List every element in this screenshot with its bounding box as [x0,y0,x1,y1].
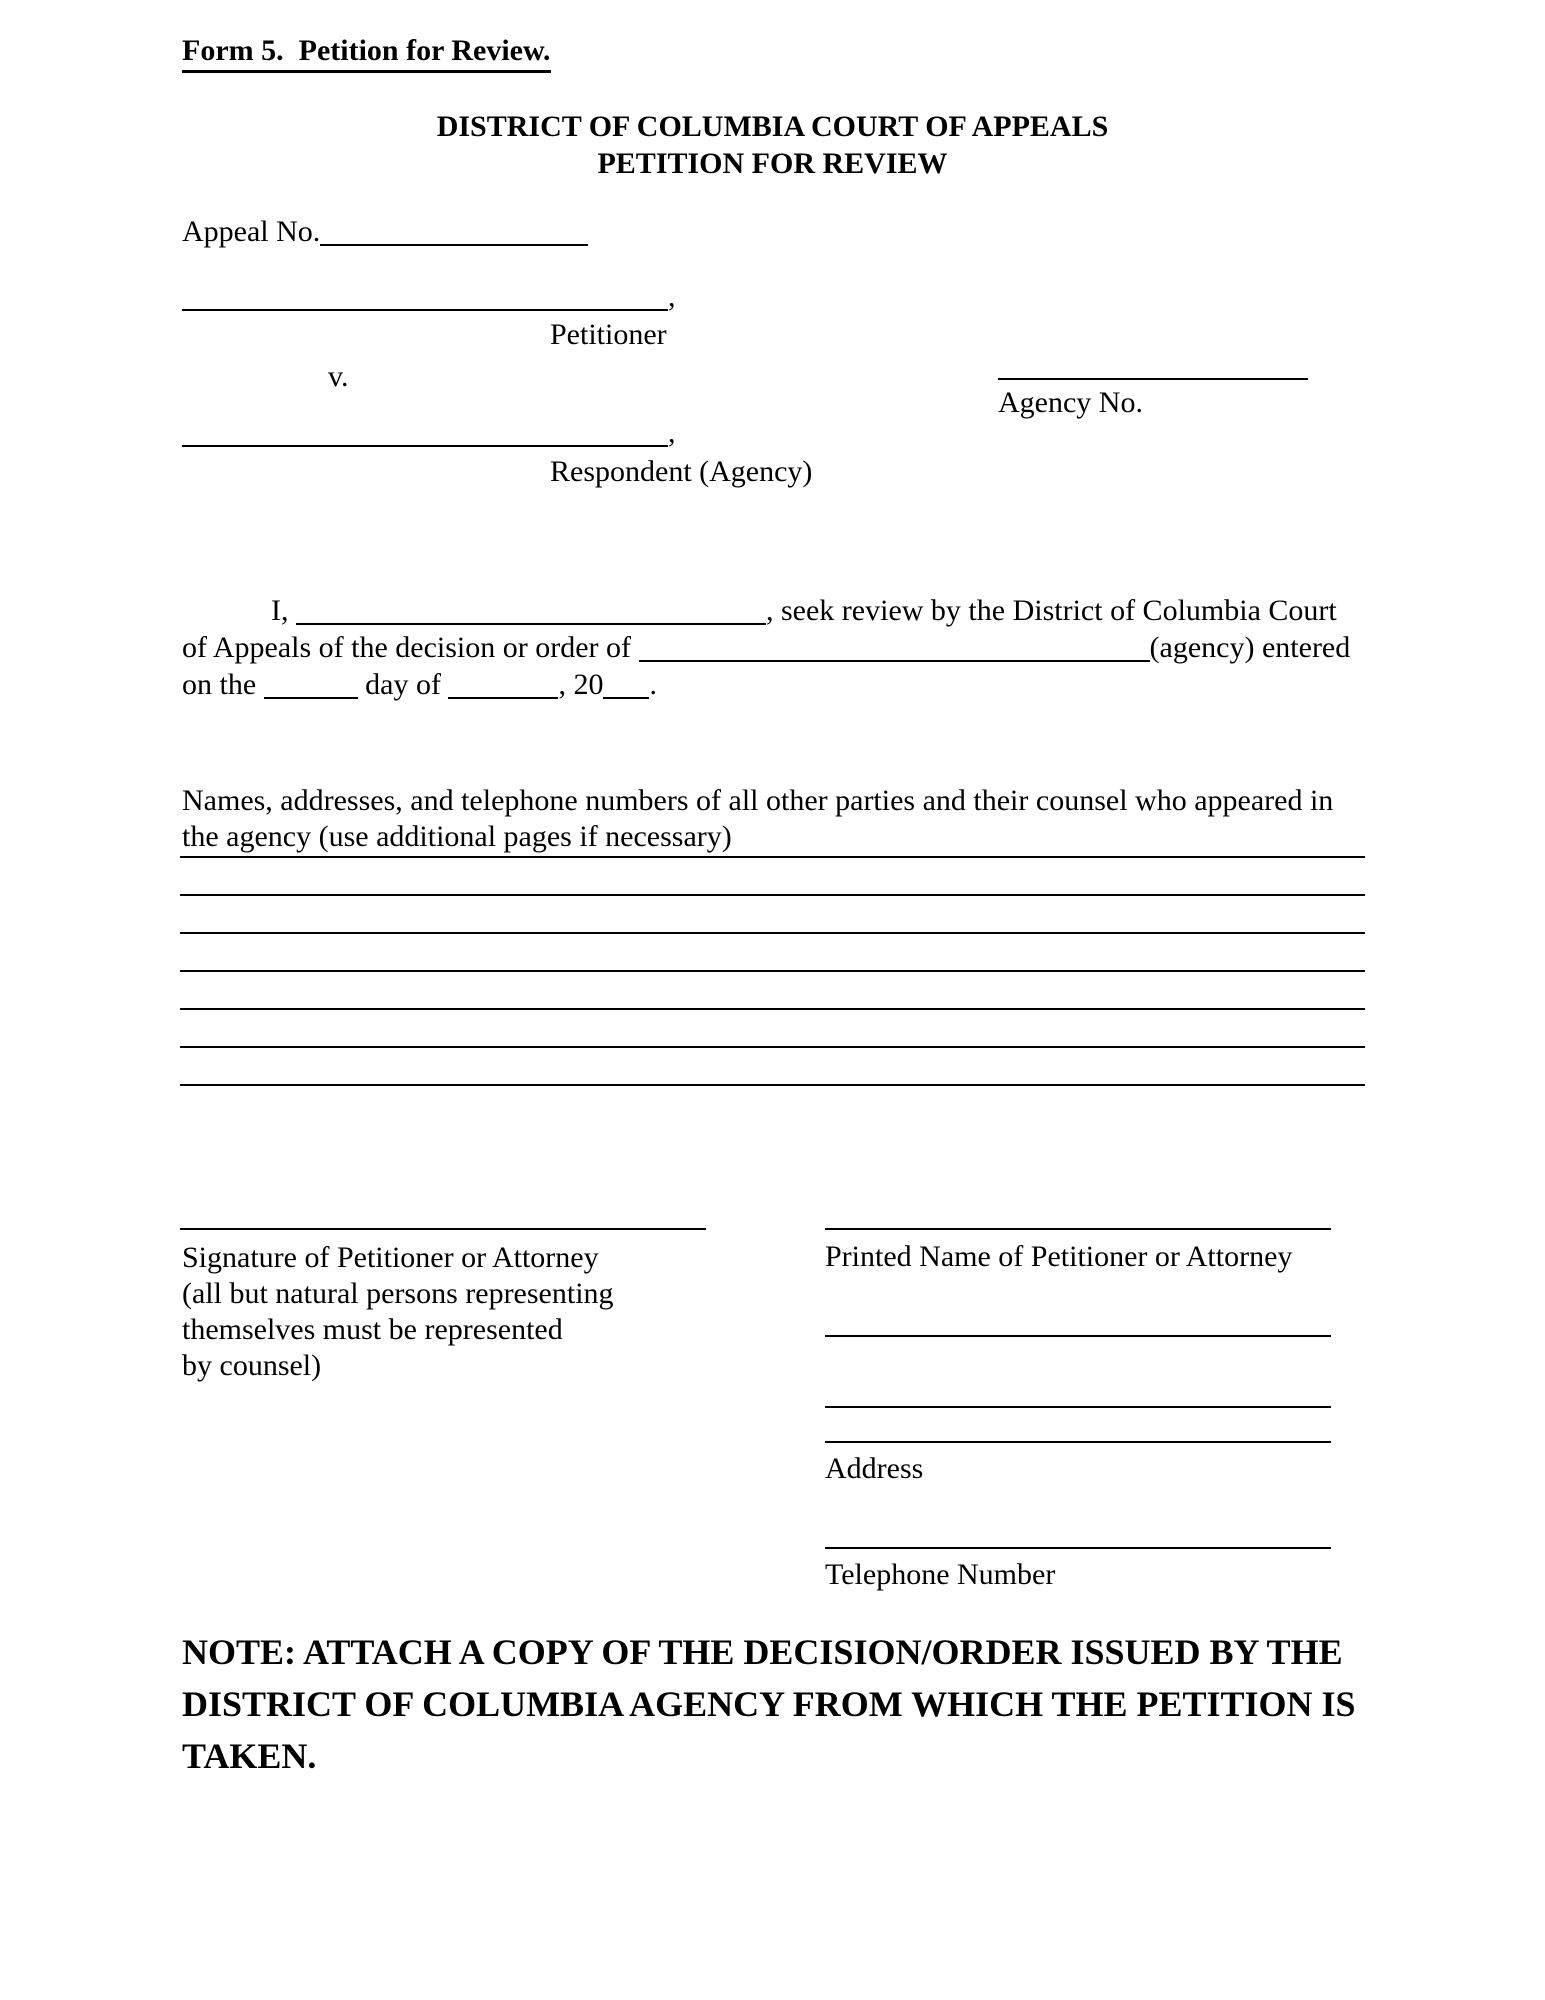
day-fillin-blank [264,671,358,699]
petitioner-label: Petitioner [550,318,667,351]
write-in-line-7 [180,1048,1365,1086]
signature-blank-line [180,1196,706,1230]
write-in-line-1 [180,820,1365,858]
address-blank-line-2 [825,1374,1331,1408]
agency-fillin-blank [639,634,1150,662]
write-in-line-2 [180,858,1365,896]
write-in-line-6 [180,1010,1365,1048]
form-number-heading: Form 5. Petition for Review. [182,34,551,73]
write-in-line-4 [180,934,1365,972]
appeal-number-row [182,215,588,249]
document-title-line1: DISTRICT OF COLUMBIA COURT OF APPEALS [436,110,1109,143]
telephone-blank-line [825,1515,1331,1549]
address-blank-line-3 [825,1409,1331,1443]
petition-statement-line1 [182,592,1350,629]
statement-seek-review-text: , seek review by the District of Columbia Court [766,594,1337,627]
write-in-line-5 [180,972,1365,1010]
write-in-line-3 [180,896,1365,934]
petitioner-comma: , [668,280,676,313]
petitioner-fillin-blank [296,597,766,625]
agency-number-label: Agency No. [998,386,1143,419]
signature-caption-line1: Signature of Petitioner or Attorney [182,1241,599,1274]
printed-name-blank-line [825,1196,1331,1230]
respondent-name-blank-field [182,419,668,447]
statement-i-label: I, [271,594,289,627]
respondent-name-row [182,416,676,450]
petition-statement-line3 [182,666,1350,703]
address-label: Address [825,1452,924,1485]
respondent-label: Respondent (Agency) [550,455,813,488]
agency-number-block [998,346,1308,420]
statement-on-the-text: on the [182,668,257,701]
versus-label: v. [328,360,349,393]
appeal-number-blank-field [320,218,588,246]
signature-caption-line4: by counsel) [182,1349,322,1382]
printed-name-label: Printed Name of Petitioner or Attorney [825,1240,1293,1273]
statement-agency-entered-text: (agency) entered [1149,631,1351,664]
statement-decision-text: of Appeals of the decision or order of [182,631,632,664]
signature-caption-line3: themselves must be represented [182,1313,563,1346]
statement-day-of-text: day of [365,668,441,701]
petitioner-name-blank-field [182,283,668,311]
document-title-line2: PETITION FOR REVIEW [597,147,948,180]
signature-caption [182,1240,614,1384]
appeal-number-label: Appeal No. [182,215,321,248]
document-title [180,108,1365,182]
year-fillin-blank [603,671,649,699]
respondent-comma: , [668,416,676,449]
petition-statement-paragraph [182,592,1350,703]
signature-caption-line2: (all but natural persons representing [182,1277,614,1310]
petitioner-name-row [182,280,676,314]
other-parties-write-in-area [180,820,1365,1086]
address-blank-line-1 [825,1303,1331,1337]
attachment-note: NOTE: ATTACH A COPY OF THE DECISION/ORDER ISSUED BY THE DISTRICT OF COLUMBIA AGENCY FROM WHICH THE PETITION IS TAKEN. [182,1632,1356,1776]
statement-period: . [649,668,657,701]
petition-statement-line2 [182,629,1350,666]
month-fillin-blank [448,671,558,699]
telephone-label: Telephone Number [825,1558,1056,1591]
statement-year-prefix: , 20 [558,668,604,701]
agency-number-blank-field [998,346,1308,380]
other-parties-instruction: Names, addresses, and telephone numbers of all other parties and their counsel who appeared in the agency (use additional pages if necessary) [182,784,1334,853]
